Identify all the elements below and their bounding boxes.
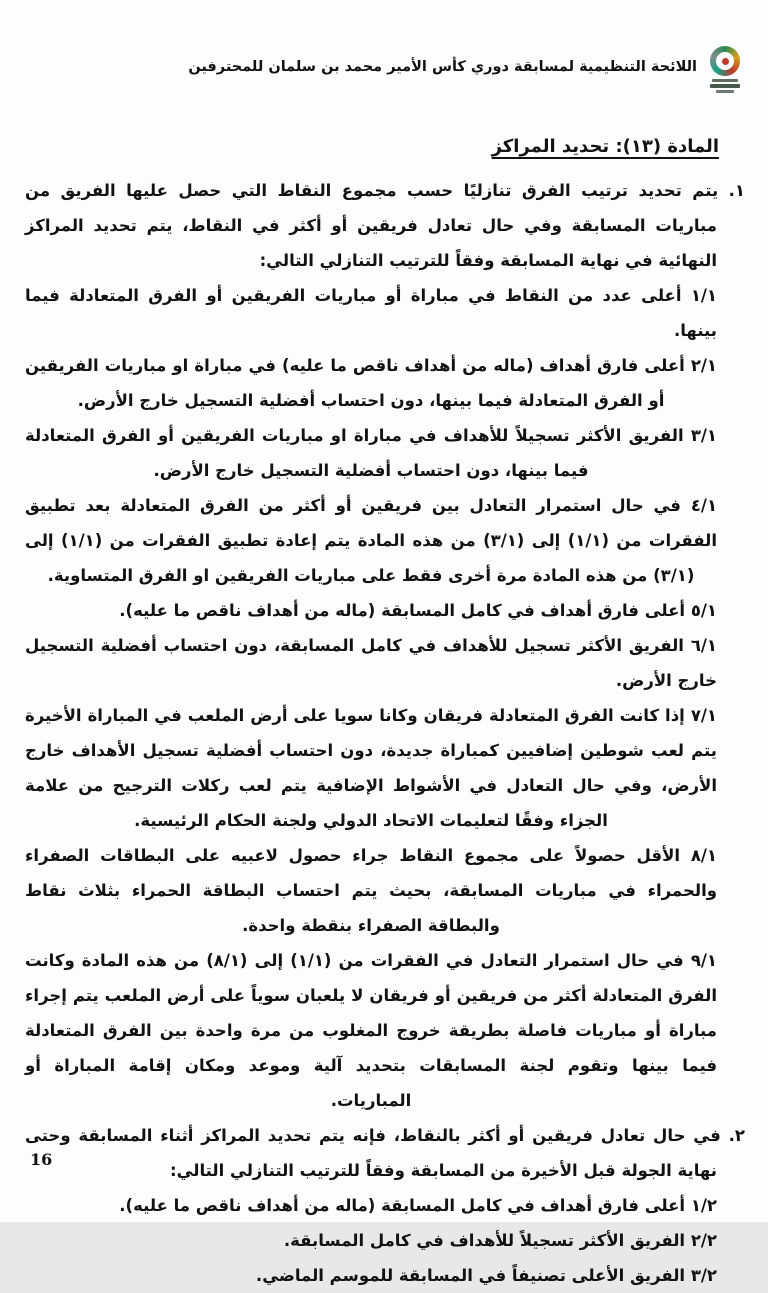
sub-item	[25, 838, 717, 943]
article-item	[25, 1118, 745, 1293]
sub-item	[25, 698, 717, 838]
sub-item	[25, 488, 717, 593]
sub-item-number: ٢/٢	[690, 1231, 717, 1250]
article-body: يتم تحديد ترتيب الفرق تنازليًا حسب مجموع النقاط التي حصل عليها الفريق من مباريات المسابقة وفي حال تعادل فريقين أو أكثر في النقاط، يتم تحديد المراكز النهائية في نهاية المسابقة وفقاً للترتيب التنازلي التالي:	[25, 181, 719, 270]
sub-item-text: في حال استمرار التعادل بين فريقين أو أكثر من الفرق المتعادلة بعد تطبيق الفقرات من (١/١) إلى (٣/١) من هذه المادة يتم إعادة تطبيق الفقرات من (١/١) إلى (٣/١) من هذه المادة مرة أخرى فقط على مباريات الفريقين او الفرق المتساوية.	[25, 496, 717, 585]
sub-item-number: ٩/١	[690, 951, 717, 970]
sub-item-number: ٦/١	[690, 636, 717, 655]
sub-item-text: أعلى فارق أهداف (ماله من أهداف ناقص ما عليه) في مباراة او مباريات الفريقين أو الفرق المتعادلة فيما بينها، دون احتساب أفضلية التسجيل خارج الأرض.	[25, 356, 685, 410]
article-number: ٢.	[728, 1126, 745, 1145]
sub-item-number: ٥/١	[690, 601, 717, 620]
sub-items	[25, 278, 745, 1118]
sub-item-number: ١/١	[690, 286, 717, 305]
sub-item-text: في حال استمرار التعادل في الفقرات من (١/١) إلى (٨/١) من هذه المادة وكانت الفرق المتعادلة أكثر من فريقين أو فريقان لا يلعبان سوياً على أرض الملعب يتم إجراء مباراة أو مباريات فاصلة بطريقة خروج المغلوب من مرة واحدة بين الفرق المتعادلة فيما بينها وتقوم لجنة المسابقات بتحديد آلية وموعد ومكان إقامة المباراة أو المباريات.	[25, 951, 717, 1110]
sub-item-text: الأقل حصولاً على مجموع النقاط جراء حصول لاعبيه على البطاقات الصفراء والحمراء في مباريات المسابقة، بحيث يتم احتساب البطاقة الحمراء بثلاث نقاط والبطاقة الصفراء بنقطة واحدة.	[25, 846, 717, 935]
sub-item-number: ٨/١	[690, 846, 717, 865]
article-item	[25, 173, 745, 1118]
sub-item-text: الفريق الأكثر تسجيل للأهداف في كامل المسابقة، دون احتساب أفضلية التسجيل خارج الأرض.	[25, 636, 717, 690]
sub-item-number: ٣/٢	[690, 1266, 717, 1285]
sub-item	[25, 628, 717, 698]
page-number: 16	[30, 1150, 53, 1169]
sub-item-text: الفريق الأعلى تصنيفاً في المسابقة للموسم الماضي.	[255, 1266, 686, 1285]
league-logo-icon	[705, 46, 745, 93]
sub-items	[25, 1188, 745, 1293]
sub-item	[25, 593, 717, 628]
league-logo-caption	[710, 79, 740, 93]
sub-item-text: أعلى فارق أهداف في كامل المسابقة (ماله من أهداف ناقص ما عليه).	[119, 601, 686, 620]
sub-item-text: إذا كانت الفرق المتعادلة فريقان وكانا سويا على أرض الملعب في المباراة الأخيرة يتم لعب شوطين إضافيين كمباراة جديدة، دون احتساب أفضلية تسجيل الأهداف خارج الأرض، وفي حال التعادل في الأشواط الإضافية يتم لعب ركلات الترجيح من علامة الجزاء وفقًا لتعليمات الاتحاد الدولي ولجنة الحكام الرئيسية.	[25, 706, 717, 830]
document-header-title: اللائحة التنظيمية لمسابقة دوري كأس الأمير محمد بن سلمان للمحترفين	[188, 59, 697, 75]
article-body: في حال تعادل فريقين أو أكثر بالنقاط، فإنه يتم تحديد المراكز أثناء المسابقة وحتى نهاية الجولة قبل الأخيرة من المسابقة وفقاً للترتيب التنازلي التالي:	[25, 1126, 721, 1180]
page-header	[25, 44, 745, 106]
article-text	[25, 173, 745, 278]
league-logo-emblem	[710, 46, 740, 76]
article-number: ١.	[728, 181, 745, 200]
sub-item	[25, 348, 717, 418]
article-text	[25, 1118, 745, 1188]
sub-item-number: ٤/١	[690, 496, 718, 515]
sub-item-number: ٧/١	[690, 706, 717, 725]
article-title: المادة (١٣): تحديد المراكز	[491, 136, 719, 157]
sub-item	[25, 1258, 717, 1293]
sub-item-number: ٢/١	[690, 356, 717, 375]
sub-item	[25, 418, 717, 488]
league-logo-dot	[722, 58, 729, 65]
sub-item-text: الفريق الأكثر تسجيلاً للأهداف في كامل المسابقة.	[283, 1231, 686, 1250]
sub-item-number: ٣/١	[690, 426, 717, 445]
sub-item-number: ١/٢	[690, 1196, 717, 1215]
league-logo-inner	[716, 52, 734, 70]
sub-item	[25, 1188, 717, 1223]
articles-list	[25, 173, 745, 1293]
sub-item	[25, 1223, 717, 1258]
sub-item	[25, 278, 717, 348]
sub-item-text: الفريق الأكثر تسجيلاً للأهداف في مباراة او مباريات الفريقين أو الفرق المتعادلة فيما بينها، دون احتساب أفضلية التسجيل خارج الأرض.	[25, 426, 684, 480]
sub-item-text: أعلى فارق أهداف في كامل المسابقة (ماله من أهداف ناقص ما عليه).	[119, 1196, 686, 1215]
sub-item	[25, 943, 717, 1118]
sub-item-text: أعلى عدد من النقاط في مباراة أو مباريات الفريقين أو الفرق المتعادلة فيما بينها.	[25, 286, 717, 340]
